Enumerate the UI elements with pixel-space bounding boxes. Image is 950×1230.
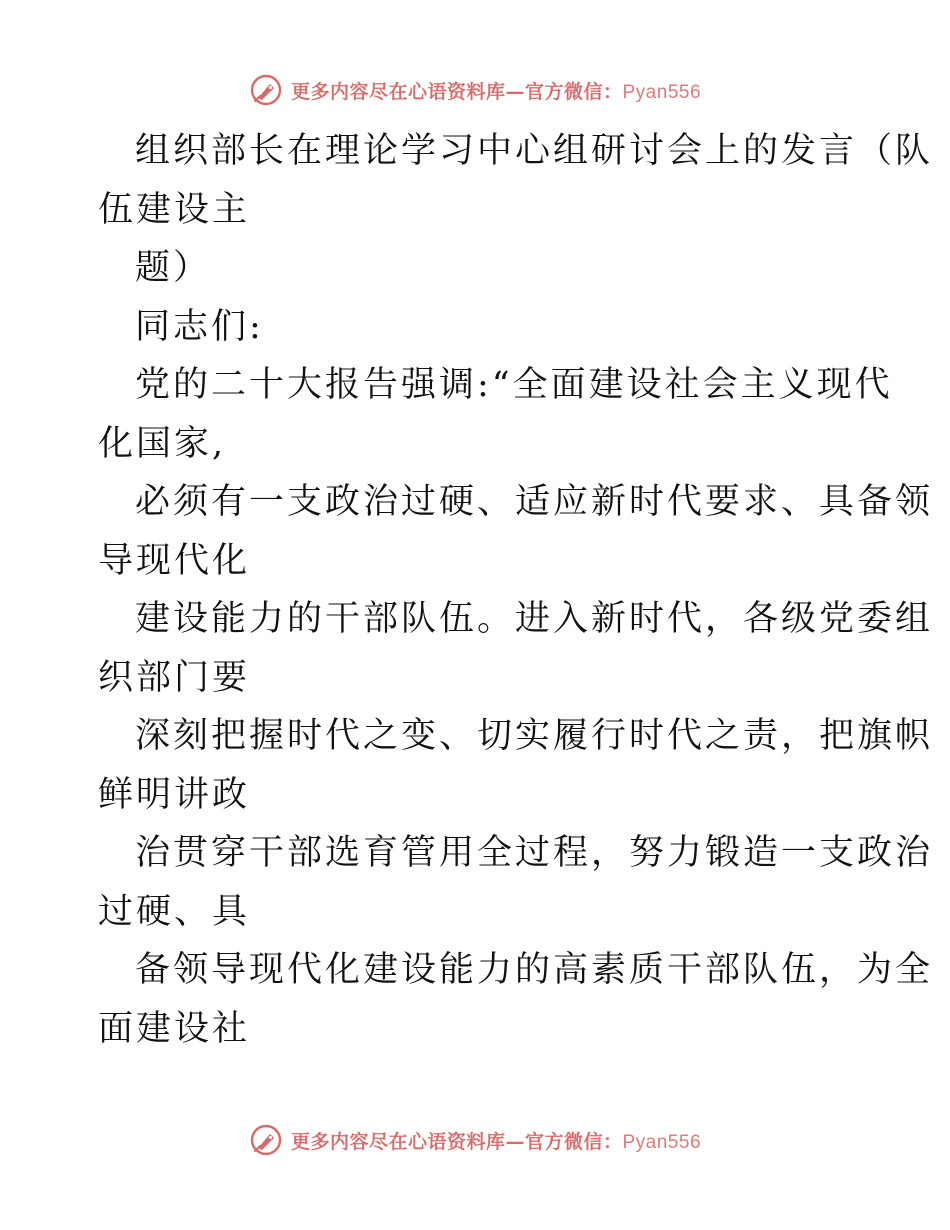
text-line: 织部门要 xyxy=(98,657,251,698)
text-line: 过硬、具 xyxy=(98,891,251,932)
text-line: 组织部长在理论学习中心组研讨会上的发言（队 xyxy=(135,131,934,171)
text-line: 面建设社 xyxy=(98,1008,251,1049)
watermark-prefix: 更多内容尽在心语资料库—官方微信： xyxy=(290,1130,623,1153)
text-line: 深刻把握时代之变、切实履行时代之责，把旗帜 xyxy=(135,716,934,756)
header-watermark xyxy=(0,70,950,110)
text-line: 题） xyxy=(135,248,212,288)
pen-nib-logo-icon xyxy=(249,1123,283,1157)
watermark-prefix: 更多内容尽在心语资料库—官方微信： xyxy=(290,80,623,103)
text-line: 党的二十大报告强调:“全面建设社会主义现代 xyxy=(135,365,893,405)
text-line: 必须有一支政治过硬、适应新时代要求、具备领 xyxy=(135,482,934,522)
text-line: 建设能力的干部队伍。进入新时代，各级党委组 xyxy=(135,599,934,639)
footer-watermark xyxy=(0,1120,950,1160)
text-line: 伍建设主 xyxy=(98,189,251,230)
pen-nib-logo-icon xyxy=(249,73,283,107)
document-body xyxy=(98,122,934,1058)
watermark-text xyxy=(291,77,701,104)
text-line: 备领导现代化建设能力的高素质干部队伍，为全 xyxy=(135,950,934,990)
watermark-id: Pyan556 xyxy=(622,81,702,103)
watermark-text xyxy=(291,1127,701,1154)
text-line: 鲜明讲政 xyxy=(98,774,251,815)
text-line: 导现代化 xyxy=(98,540,251,581)
text-line: 化国家, xyxy=(98,423,227,464)
watermark-id: Pyan556 xyxy=(622,1131,702,1153)
text-line: 治贯穿干部选育管用全过程，努力锻造一支政治 xyxy=(135,833,934,873)
text-line: 同志们: xyxy=(135,306,264,347)
